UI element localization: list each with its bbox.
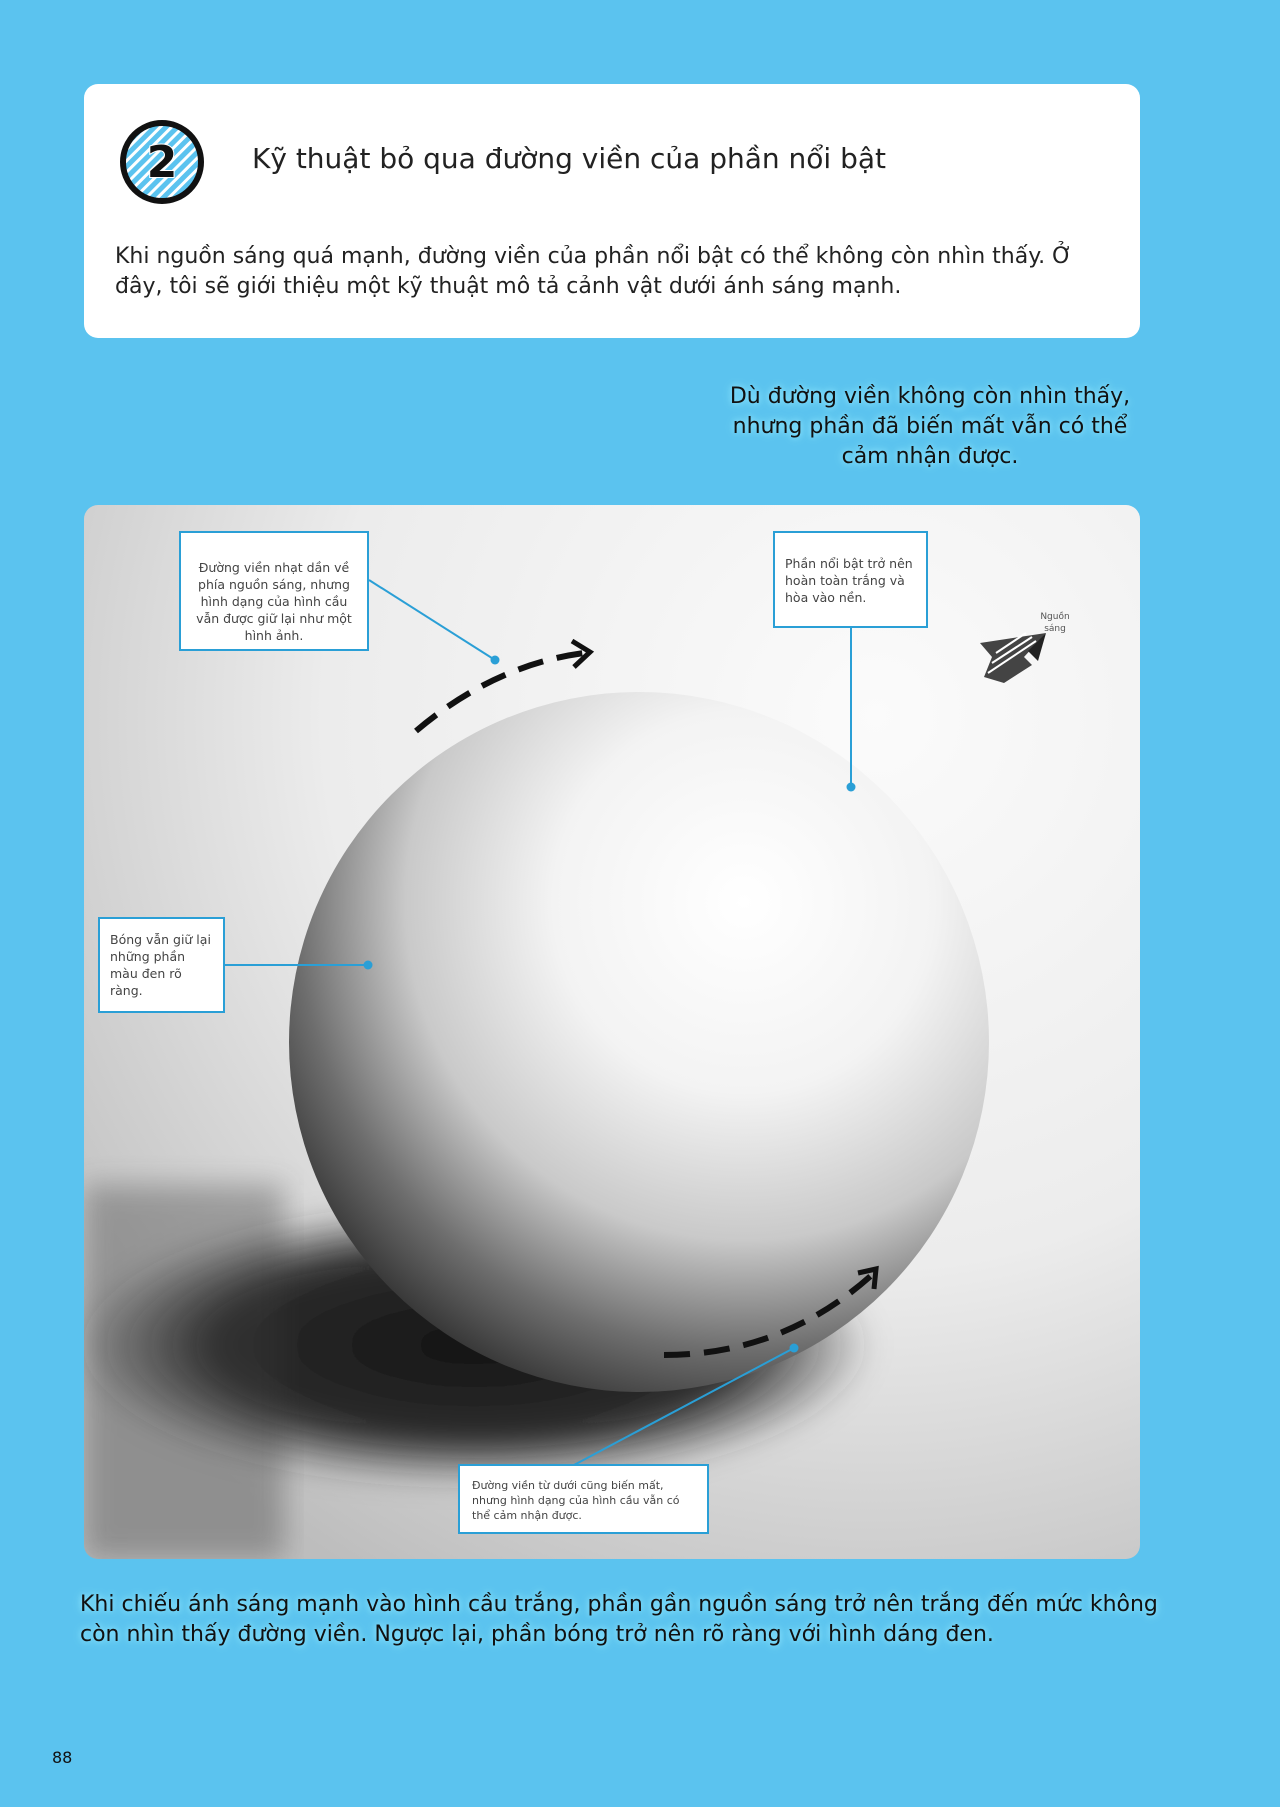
callout-highlight-white: Phần nổi bật trở nên hoàn toàn trắng và hòa vào nền.	[773, 531, 928, 628]
bottom-caption: Khi chiếu ánh sáng mạnh vào hình cầu trắng, phần gần nguồn sáng trở nên trắng đến mức không còn nhìn thấy đường viền. Ngược lại, phần bóng trở nên rõ ràng với hình dáng đen.	[80, 1592, 1158, 1647]
sphere	[289, 692, 989, 1392]
sphere-photo	[84, 505, 1140, 1559]
sphere-illustration	[84, 505, 1140, 1559]
section-number: 2	[146, 137, 178, 188]
light-source-label: Nguồn sáng	[1040, 612, 1070, 634]
callout-dark-shadow: Bóng vẫn giữ lại những phần màu đen rõ ràng.	[98, 917, 225, 1013]
section-title: Kỹ thuật bỏ qua đường viền của phần nổi bật	[252, 142, 887, 175]
page-number: 88	[52, 1748, 73, 1767]
side-caption: Dù đường viền không còn nhìn thấy, nhưng phần đã biến mất vẫn có thể cảm nhận được.	[729, 384, 1131, 469]
section-intro: Khi nguồn sáng quá mạnh, đường viền của phần nổi bật có thể không còn nhìn thấy. Ở đây, tôi sẽ giới thiệu một kỹ thuật mô tả cảnh vật dưới ánh sáng mạnh.	[115, 244, 1073, 299]
section-number-badge	[120, 120, 204, 204]
callout-fading-outline: Đường viền nhạt dần về phía nguồn sáng, nhưng hình dạng của hình cầu vẫn được giữ lại như một hình ảnh.	[179, 531, 369, 651]
callout-bottom-outline: Đường viền từ dưới cũng biến mất, nhưng hình dạng của hình cầu vẫn có thể cảm nhận được.	[458, 1464, 709, 1534]
